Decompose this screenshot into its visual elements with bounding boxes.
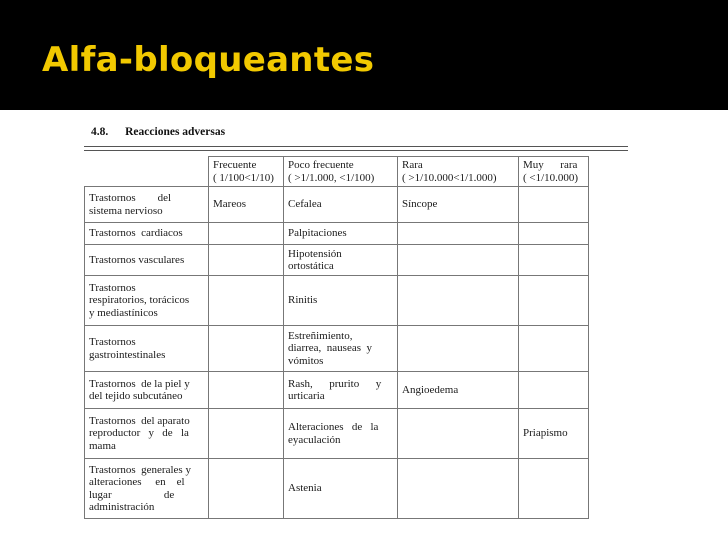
muy-rara-cell <box>519 326 589 372</box>
frecuente-cell <box>209 223 284 245</box>
table-row <box>85 459 589 519</box>
adverse-reactions-table <box>84 156 589 519</box>
organ-class-cell: Trastornos cardiacos <box>85 223 209 245</box>
frecuente-cell <box>209 276 284 326</box>
frecuente-cell <box>209 245 284 276</box>
organ-class-cell: Trastornos del sistema nervioso <box>85 187 209 223</box>
column-header-muy-rara: Muy rara ( <1/10.000) <box>519 157 589 187</box>
slide-title: Alfa-bloqueantes <box>42 40 375 80</box>
muy-rara-cell <box>519 459 589 519</box>
frecuente-cell <box>209 409 284 459</box>
rara-cell: Síncope <box>398 187 519 223</box>
poco-frecuente-cell: Cefalea <box>284 187 398 223</box>
section-number: 4.8. <box>91 126 109 138</box>
column-header-rara: Rara ( >1/10.000<1/1.000) <box>398 157 519 187</box>
table-header-row <box>85 157 589 187</box>
poco-frecuente-cell: Astenia <box>284 459 398 519</box>
column-header-frecuente: Frecuente ( 1/100<1/10) <box>209 157 284 187</box>
frecuente-cell <box>209 459 284 519</box>
rara-cell <box>398 245 519 276</box>
rara-cell <box>398 223 519 245</box>
poco-frecuente-cell: Rash, prurito y urticaria <box>284 372 398 409</box>
table-row <box>85 187 589 223</box>
muy-rara-cell <box>519 245 589 276</box>
organ-class-cell: Trastornos de la piel y del tejido subcutáneo <box>85 372 209 409</box>
document-image-panel <box>0 110 728 546</box>
section-rule-top <box>84 146 628 147</box>
poco-frecuente-cell: Palpitaciones <box>284 223 398 245</box>
section-heading <box>91 126 225 138</box>
table-row <box>85 276 589 326</box>
table-row <box>85 245 589 276</box>
table-row <box>85 409 589 459</box>
column-header-poco-frecuente: Poco frecuente ( >1/1.000, <1/100) <box>284 157 398 187</box>
rara-cell <box>398 409 519 459</box>
table-row <box>85 372 589 409</box>
poco-frecuente-cell: Alteraciones de la eyaculación <box>284 409 398 459</box>
organ-class-cell: Trastornos gastrointestinales <box>85 326 209 372</box>
rara-cell <box>398 276 519 326</box>
muy-rara-cell <box>519 187 589 223</box>
section-title: Reacciones adversas <box>125 126 226 138</box>
organ-class-cell: Trastornos vasculares <box>85 245 209 276</box>
organ-class-cell: Trastornos generales y alteraciones en el lugar de administración <box>85 459 209 519</box>
frecuente-cell <box>209 326 284 372</box>
rara-cell <box>398 459 519 519</box>
organ-class-cell: Trastornos del aparato reproductor y de la mama <box>85 409 209 459</box>
column-header-organ-class <box>85 157 209 187</box>
rara-cell <box>398 326 519 372</box>
muy-rara-cell <box>519 223 589 245</box>
poco-frecuente-cell: Estreñimiento, diarrea, nauseas y vómitos <box>284 326 398 372</box>
organ-class-cell: Trastornos respiratorios, torácicos y mediastínicos <box>85 276 209 326</box>
rara-cell: Angioedema <box>398 372 519 409</box>
frecuente-cell <box>209 372 284 409</box>
poco-frecuente-cell: Hipotensión ortostática <box>284 245 398 276</box>
table-row <box>85 223 589 245</box>
muy-rara-cell <box>519 372 589 409</box>
poco-frecuente-cell: Rinitis <box>284 276 398 326</box>
table-row <box>85 326 589 372</box>
frecuente-cell: Mareos <box>209 187 284 223</box>
section-rule-bottom <box>84 150 628 151</box>
muy-rara-cell <box>519 276 589 326</box>
muy-rara-cell: Priapismo <box>519 409 589 459</box>
